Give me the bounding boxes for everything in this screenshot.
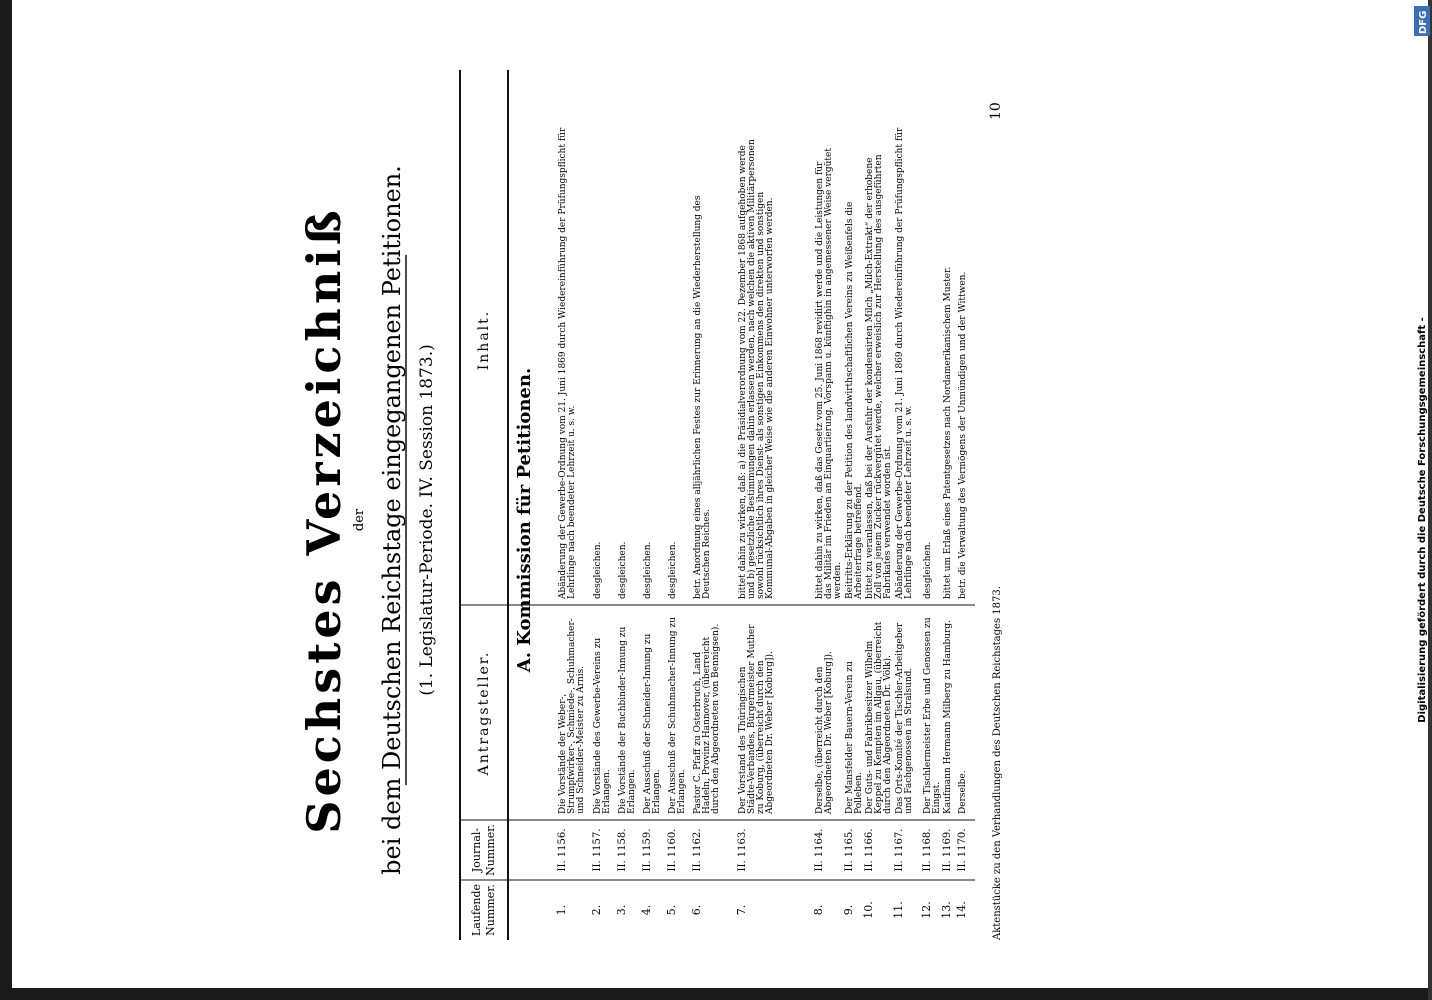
row-inhalt: bittet zu veranlassen, daß bei der Ausfuhr der kondensirten Milch „Milch-Extrakt“ der erhobeneZoll von jenem Zucker rückvergütet werde, welcher erweislich zur Herstellung des ausgeführtenFabrikates verwendet worden ist. bbox=[865, 154, 893, 599]
row-journal: II. 1168. bbox=[922, 828, 933, 872]
row-number: 4. bbox=[640, 904, 653, 916]
row-inhalt: Abänderung der Gewerbe-Ordnung vom 21. Juni 1869 durch Wiedereinführung der Prüfungspflicht fürLehrlinge nach beendeter Lehrzeit u. s. w. bbox=[558, 127, 577, 599]
section-heading: A. Kommission für Petitionen. bbox=[514, 367, 535, 673]
row-antragsteller: Der Vorstand des ThüringischenStädte-Verbandes, Bürgermeister Mutherzu Koburg, (überreicht durch denAbgeordneten Dr. Weber [Koburg]). bbox=[738, 624, 775, 814]
row-inhalt: Beitritts-Erklärung zu der Petition des landwirthschaftlichen Vereins zu Weißenfels dieArbeiterfrage betreffend. bbox=[845, 201, 864, 599]
header-journal-nummer: Journal- bbox=[470, 827, 483, 873]
row-number: 13. bbox=[940, 901, 953, 919]
row-journal: II. 1156. bbox=[557, 828, 568, 872]
row-journal: II. 1163. bbox=[737, 828, 748, 872]
row-inhalt: bittet um Erlaß eines Patentgesetzes nach Nordamerikanischem Muster. bbox=[943, 266, 953, 599]
header-inhalt: Inhalt. bbox=[476, 309, 492, 371]
row-antragsteller: Der Mansfelder Bauern-Verein zuPolleben. bbox=[845, 661, 864, 814]
row-number: 9. bbox=[842, 904, 855, 916]
row-number: 11. bbox=[892, 901, 905, 919]
row-journal: II. 1158. bbox=[617, 828, 628, 872]
petition-rows bbox=[555, 127, 968, 919]
row-antragsteller: Der Ausschuß der Schuhmacher-Innung zuErlangen. bbox=[668, 617, 687, 814]
row-journal: II. 1159. bbox=[642, 828, 653, 872]
row-antragsteller: Derselbe, (überreicht durch denAbgeordneten Dr. Weber [Koburg]). bbox=[815, 651, 834, 814]
row-journal: II. 1165. bbox=[844, 828, 855, 872]
row-inhalt: Abänderung der Gewerbe-Ordnung vom 21. Juni 1869 durch Wiedereinführung der Prüfungspflicht fürLehrlinge nach beendeter Lehrzeit u. s. w. bbox=[895, 127, 914, 599]
row-journal: II. 1167. bbox=[894, 828, 905, 872]
row-journal: II. 1160. bbox=[667, 828, 678, 872]
row-journal: II. 1166. bbox=[864, 828, 875, 872]
row-inhalt: desgleichen. bbox=[618, 541, 628, 599]
row-number: 14. bbox=[955, 901, 968, 919]
row-inhalt: bittet dahin zu wirken, daß das Gesetz vom 25. Juni 1868 revidirt werde und die Leistungen fürdas Militär im Frieden an Einquartierung, Vorspann u. künftighin in angemessener Weise vergütetwerden. bbox=[815, 148, 843, 599]
row-inhalt: bittet dahin zu wirken, daß: a) die Präsidialverordnung vom 22. Dezember 1868 aufgehoben werdeund b) gesetzliche Bestimmungen dahin erlassen werden, nach welchen die aktiven Militärpersonensowohl rücksichtlich ihres Dienst- als sonstigen Einkommens den direkten und sonstigenKommunal-Abgaben in gleicher Weise wie die anderen Einwohner unterworfen werden. bbox=[738, 139, 775, 599]
row-antragsteller: Das Orts-Komité der Tischler-Arbeitgeberund Fachgenossen in Stralsund. bbox=[895, 622, 914, 814]
row-number: 5. bbox=[665, 904, 678, 916]
document-der: der bbox=[352, 508, 367, 532]
dfg-note: Digitalisierung gefördert durch die Deutsche Forschungsgemeinschaft - bbox=[1417, 317, 1428, 723]
row-antragsteller: Der Tischlermeister Erbe und Genossen zuEingst. bbox=[923, 617, 942, 814]
row-journal: II. 1170. bbox=[957, 828, 968, 872]
row-antragsteller: Die Vorstände der Buchbinder-Innung zuErlangen. bbox=[618, 626, 637, 814]
row-inhalt: betr. Anordnung eines alljährlichen Festes zur Erinnerung an die Wiederherstellung desDeutschen Reiches. bbox=[693, 195, 712, 599]
row-antragsteller: Kaufmann Hermann Milberg zu Hamburg. bbox=[943, 619, 953, 814]
row-journal: II. 1162. bbox=[692, 828, 703, 872]
row-number: 6. bbox=[690, 904, 703, 916]
row-number: 7. bbox=[735, 904, 748, 916]
row-number: 10. bbox=[862, 901, 875, 919]
row-inhalt: desgleichen. bbox=[923, 541, 933, 599]
row-inhalt: betr. die Verwaltung des Vermögens der Unmündigen und der Wittwen. bbox=[958, 271, 968, 599]
row-number: 2. bbox=[590, 904, 603, 916]
row-inhalt: desgleichen. bbox=[668, 541, 678, 599]
row-antragsteller: Der Ausschuß der Schneider-Innung zuErlangen. bbox=[643, 633, 662, 814]
row-antragsteller: Derselbe. bbox=[958, 770, 968, 814]
document-subtitle: bei dem Deutschen Reichstage eingegangenen Petitionen. bbox=[378, 165, 406, 875]
dfg-badge: DFG bbox=[1418, 10, 1429, 34]
row-journal: II. 1164. bbox=[814, 828, 825, 872]
row-inhalt: desgleichen. bbox=[643, 541, 653, 599]
row-number: 3. bbox=[615, 904, 628, 916]
row-number: 8. bbox=[812, 904, 825, 916]
header-journal-nummer-2: Nummer. bbox=[484, 824, 497, 876]
row-inhalt: desgleichen. bbox=[593, 541, 603, 599]
row-number: 12. bbox=[920, 901, 933, 919]
document-title: Sechstes Verzeichniß bbox=[297, 206, 351, 834]
footer-note: Aktenstücke zu den Verhandlungen des Deutschen Reichstages 1873. bbox=[992, 586, 1003, 940]
row-journal: II. 1169. bbox=[942, 828, 953, 872]
header-laufende-nummer: Laufende bbox=[470, 883, 483, 937]
row-antragsteller: Der Guts- und Fabrikbesitzer WilhelmKeppel zu Kempten im Allgau, (überreichtdurch den Abgeordneten Dr. Völk). bbox=[865, 621, 893, 814]
row-antragsteller: Die Vorstände der Weber-,Strumpfwirker-, Schmiede-, Schuhmacher-und Schneider-Meister zu Arnis. bbox=[558, 618, 586, 814]
document-period: (1. Legislatur-Periode. IV. Session 1873.) bbox=[417, 344, 437, 696]
row-antragsteller: Die Vorstände des Gewerbe-Vereins zuErlangen. bbox=[593, 637, 612, 814]
page-number: 10 bbox=[988, 102, 1004, 120]
header-laufende-nummer-2: Nummer. bbox=[484, 884, 497, 936]
row-antragsteller: Pastor C. Pfaff zu Osterbruch, LandHadeln, Provinz Hannover, (überreichtdurch den Abgeordneten von Bennigsen). bbox=[693, 623, 721, 814]
row-number: 1. bbox=[555, 904, 568, 916]
header-antragsteller: Antragsteller. bbox=[476, 650, 492, 776]
row-journal: II. 1157. bbox=[592, 828, 603, 872]
